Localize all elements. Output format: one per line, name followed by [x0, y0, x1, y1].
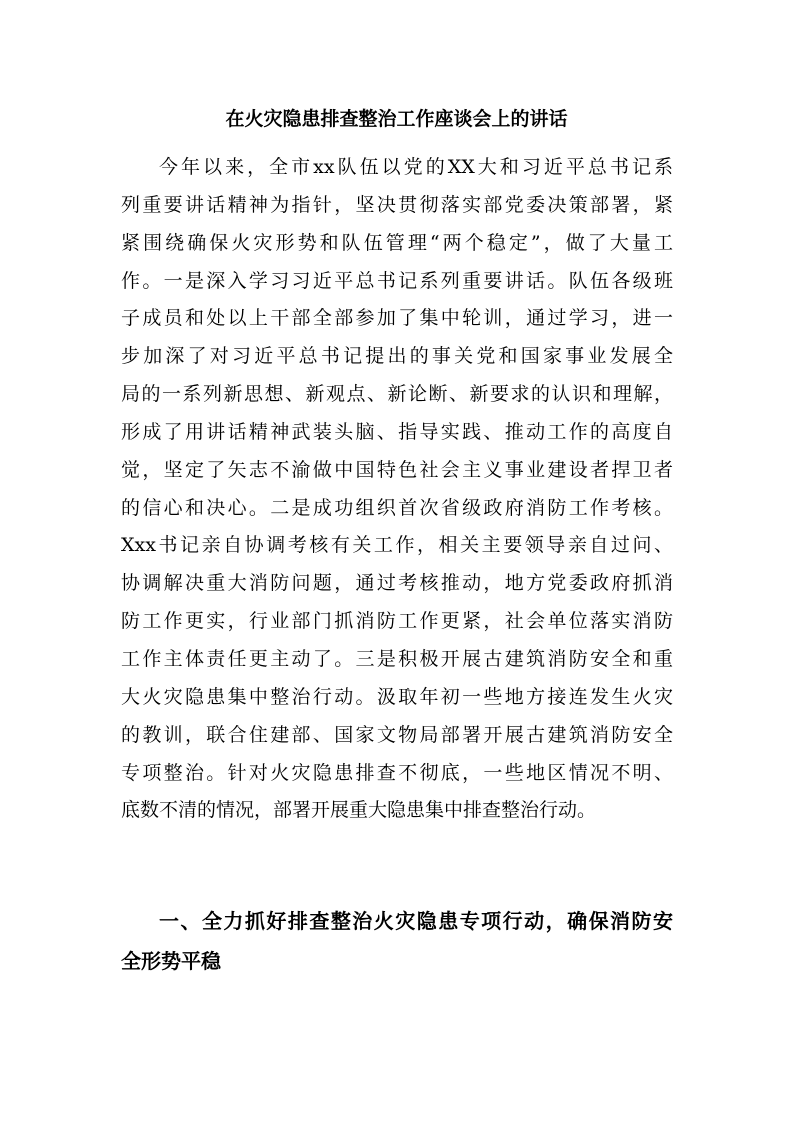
paragraph-line: 作。一是深入学习习近平总书记系列重要讲话。队伍各级班 [121, 269, 673, 292]
paragraph-line: 的信心和决心。二是成功组织首次省级政府消防工作考核。 [121, 496, 673, 519]
document-title: 在火灾隐患排查整治工作座谈会上的讲话 [225, 108, 568, 130]
heading-line: 一、全力抓好排查整治火灾隐患专项行动，确保消防安 [159, 909, 673, 933]
section-heading [121, 901, 673, 981]
intro-paragraph [121, 149, 673, 830]
paragraph-line: 大火灾隐患集中整治行动。汲取年初一些地方接连发生火灾 [121, 685, 673, 708]
paragraph-line: 子成员和处以上干部全部参加了集中轮训，通过学习，进一 [121, 307, 673, 330]
paragraph-line: 形成了用讲话精神武装头脑、指导实践、推动工作的高度自 [121, 420, 673, 443]
paragraph-line: 底数不清的情况，部署开展重大隐患集中排查整治行动。 [121, 799, 597, 822]
paragraph-line: 紧围绕确保火灾形势和队伍管理“两个稳定”，做了大量工 [121, 231, 673, 254]
paragraph-line: 列重要讲话精神为指针，坚决贯彻落实部党委决策部署，紧 [121, 193, 673, 216]
paragraph-line: 协调解决重大消防问题，通过考核推动，地方党委政府抓消 [121, 572, 673, 595]
paragraph-line: 今年以来，全市xx队伍以党的XX大和习近平总书记系 [159, 156, 673, 178]
paragraph-line: 觉，坚定了矢志不渝做中国特色社会主义事业建设者捍卫者 [121, 458, 673, 481]
paragraph-line: 步加深了对习近平总书记提出的事关党和国家事业发展全 [121, 345, 673, 368]
paragraph-line: 专项整治。针对火灾隐患排查不彻底，一些地区情况不明、 [121, 761, 673, 784]
paragraph-line: Xxx书记亲自协调考核有关工作，相关主要领导亲自过问、 [121, 534, 673, 557]
paragraph-line: 局的一系列新思想、新观点、新论断、新要求的认识和理解， [121, 383, 673, 406]
paragraph-line: 的教训，联合住建部、国家文物局部署开展古建筑消防安全 [121, 723, 673, 746]
heading-line: 全形势平稳 [121, 949, 221, 973]
paragraph-line: 防工作更实，行业部门抓消防工作更紧，社会单位落实消防 [121, 610, 673, 633]
paragraph-line: 工作主体责任更主动了。三是积极开展古建筑消防安全和重 [121, 647, 673, 670]
